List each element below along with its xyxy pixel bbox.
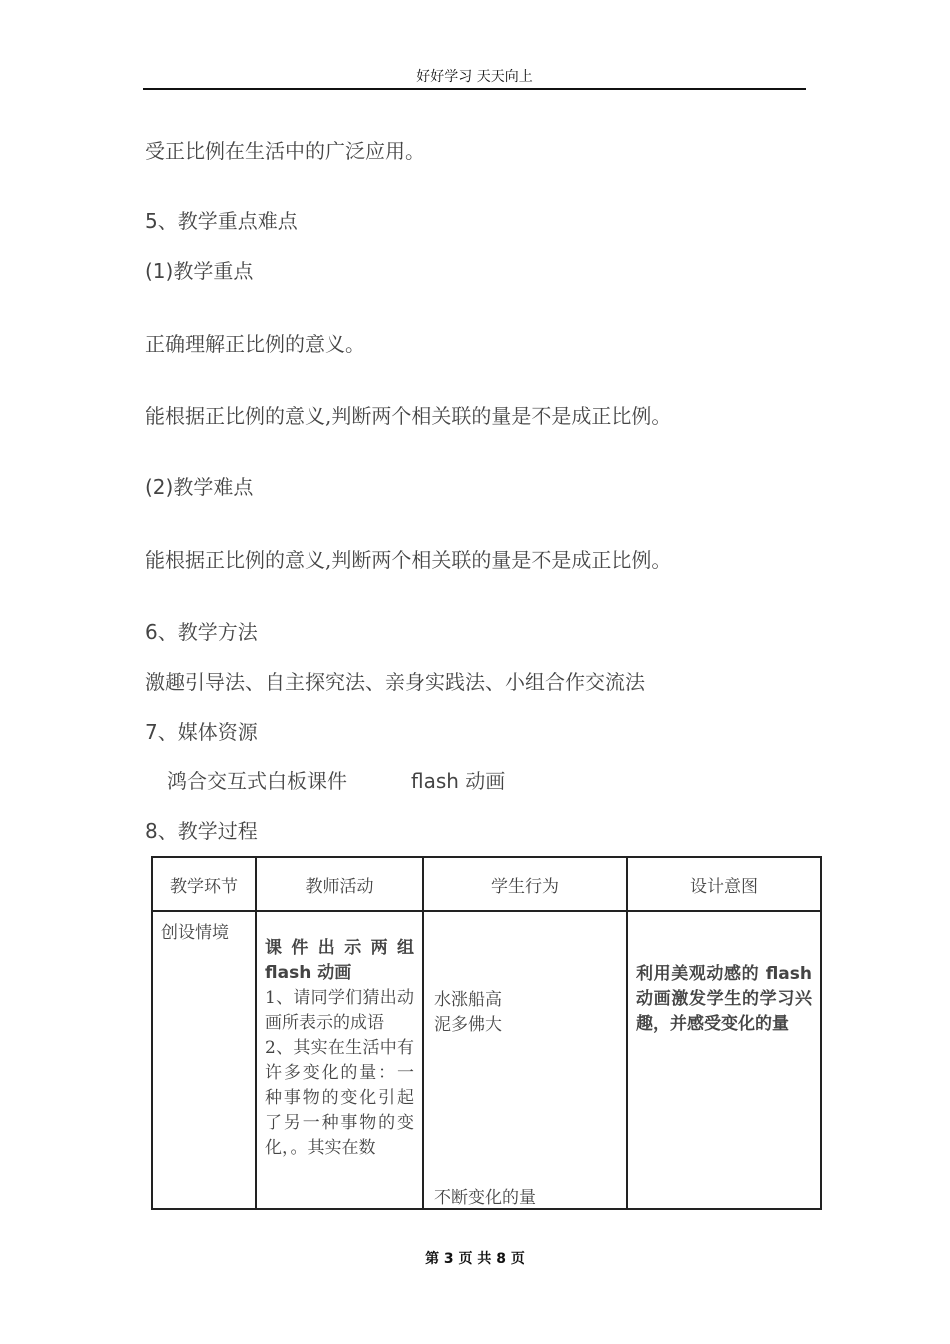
table-header-cell: 设计意图: [627, 857, 821, 911]
section-heading-7: 7、媒体资源: [145, 720, 258, 744]
design-intent-cell: [627, 911, 821, 1209]
table-header-cell: 教师活动: [256, 857, 423, 911]
media-item: flash 动画: [411, 769, 506, 793]
table-header-cell: 学生行为: [423, 857, 627, 911]
design-intent-text: 利用美观动感的 flash 动画激发学生的学习兴趣，并感受变化的量: [636, 964, 812, 1034]
stage-label: 创设情境: [161, 923, 229, 943]
teaching-process-table: [151, 856, 822, 1210]
page-header: 好好学习 天天向上: [143, 66, 806, 90]
student-behavior-text: 不断变化的量: [434, 1188, 536, 1208]
paragraph: 能根据正比例的意义,判断两个相关联的量是不是成正比例。: [145, 404, 672, 428]
teacher-activity-cell: [256, 911, 423, 1209]
teacher-activity-line: 2、其实在生活中有许多变化的量：一种事物的变化引起了另一种事物的变化，。其实在数: [265, 1038, 414, 1158]
student-behavior-text: 水涨船高: [434, 990, 502, 1010]
page-footer: 第 3 页 共 8 页: [425, 1251, 525, 1267]
section-heading-6: 6、教学方法: [145, 620, 258, 644]
teacher-activity-line: 1、请同学们猜出动画所表示的成语: [265, 988, 414, 1033]
section-heading-5: 5、教学重点难点: [145, 209, 298, 233]
paragraph: 正确理解正比例的意义。: [145, 332, 365, 356]
paragraph: 激趣引导法、自主探究法、亲身实践法、小组合作交流法: [145, 670, 645, 694]
table-header-row: [152, 857, 821, 911]
paragraph: 能根据正比例的意义,判断两个相关联的量是不是成正比例。: [145, 548, 672, 572]
section-heading-8: 8、教学过程: [145, 819, 258, 843]
teacher-activity-title: 课件出示两组 flash 动画: [265, 938, 414, 983]
student-behavior-cell: [423, 911, 627, 1209]
paragraph: 受正比例在生活中的广泛应用。: [145, 139, 425, 163]
student-behavior-text: 泥多佛大: [434, 1015, 502, 1035]
stage-cell: [152, 911, 256, 1209]
subheading-key-points: (1)教学重点: [145, 259, 254, 283]
table-header-cell: 教学环节: [152, 857, 256, 911]
table-row: [152, 911, 821, 1209]
media-item: 鸿合交互式白板课件: [167, 769, 347, 793]
subheading-difficulties: (2)教学难点: [145, 475, 254, 499]
